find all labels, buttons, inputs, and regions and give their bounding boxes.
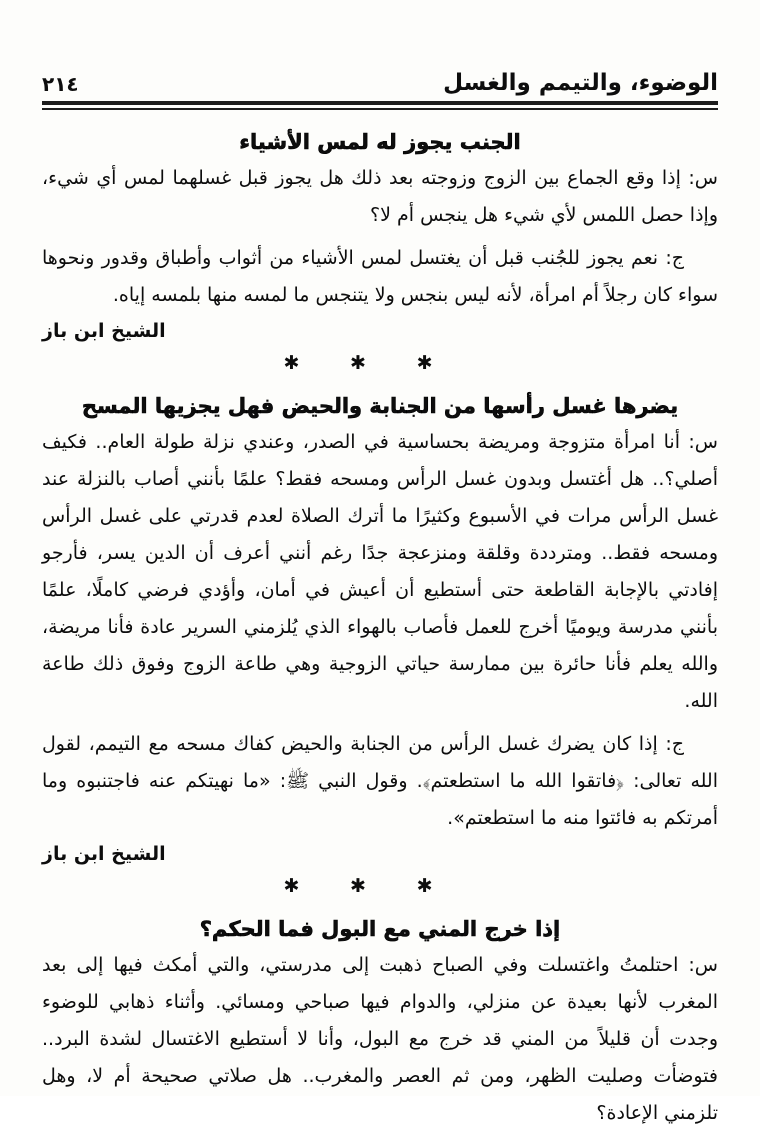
section-heading-3: إذا خرج المني مع البول فما الحكم؟ xyxy=(199,917,561,941)
asterisk-separator-1: ✱ ✱ ✱ xyxy=(283,352,455,374)
section-heading-1: الجنب يجوز له لمس الأشياء xyxy=(239,130,521,154)
header-rule xyxy=(42,101,718,110)
question-paragraph-1: س: إذا وقع الجماع بين الزوج وزوجته بعد ذلك هل يجوز قبل غسلهما لمس أي شيء، وإذا حصل اللمس لأي شيء هل ينجس أم لا؟ xyxy=(42,167,718,226)
page-header xyxy=(42,70,718,96)
question-paragraph-2: س: أنا امرأة متزوجة ومريضة بحساسية في الصدر، وعندي نزلة طولة العام.. فكيف أصلي؟.. هل أغتسل وبدون غسل الرأس ومسحه فقط؟ علمًا بأنني أصاب بالنزلة عند غسل الرأس مرات في الأسبوع وكثيرًا ما أترك الصلاة لعدم قدرتي على غسل الرأس ومسحه فقط.. ومترددة وقلقة ومنزعجة جدًا رغم أنني أعرف أن الدين يسر، فأرجو إفادتي بالإجابة القاطعة حتى أستطيع أن أعيش في أمان، وأؤدي فرضي كاملًا، علمًا بأنني مدرسة ويوميًا أخرج للعمل فأصاب بالهواء الذي يُلزمني السرير عادة فأنا مريضة، والله يعلم فأنا حائرة بين ممارسة حياتي الزوجية وهي طاعة الزوج وفوق ذلك طاعة الله. xyxy=(42,431,718,712)
page-number: ٢١٤ xyxy=(42,72,79,96)
answer-paragraph-1: ج: نعم يجوز للجُنب قبل أن يغتسل لمس الأشياء من أثواب وأطباق وقدور ونحوها سواء كان رجلاً أم امرأة، لأنه ليس بنجس ولا يتنجس ما لمسه منها بلمسه إياه. xyxy=(42,247,718,306)
chapter-title: الوضوء، والتيمم والغسل xyxy=(443,70,718,96)
section-heading-2: يضرها غسل رأسها من الجنابة والحيض فهل يجزيها المسح xyxy=(81,394,679,418)
asterisk-separator-2: ✱ ✱ ✱ xyxy=(283,875,455,897)
answer-paragraph-2: ج: إذا كان يضرك غسل الرأس من الجنابة والحيض كفاك مسحه مع التيمم، لقول الله تعالى: ﴿فاتقوا الله ما استطعتم﴾. وقول النبي ﷺ: «ما نهيتكم عنه فاجتنبوه وما أمرتكم به فائتوا منه ما استطعتم». xyxy=(42,733,718,829)
question-paragraph-3: س: احتلمتُ واغتسلت وفي الصباح ذهبت إلى مدرستي، والتي أمكث فيها إلى بعد المغرب لأنها بعيدة عن منزلي، والدوام فيها صباحي ومسائي. وأثناء ذهابي للوضوء وجدت أن قليلاً من المني قد خرج مع البول، وأنا لا أستطيع الاغتسال لشدة البرد.. فتوضأت وصليت الظهر، ومن ثم العصر والمغرب.. هل صلاتي صحيحة أم لا، وهل تلزمني الإعادة؟ xyxy=(42,954,718,1124)
signature-1: الشيخ ابن باز xyxy=(42,320,166,342)
signature-2: الشيخ ابن باز xyxy=(42,843,166,865)
